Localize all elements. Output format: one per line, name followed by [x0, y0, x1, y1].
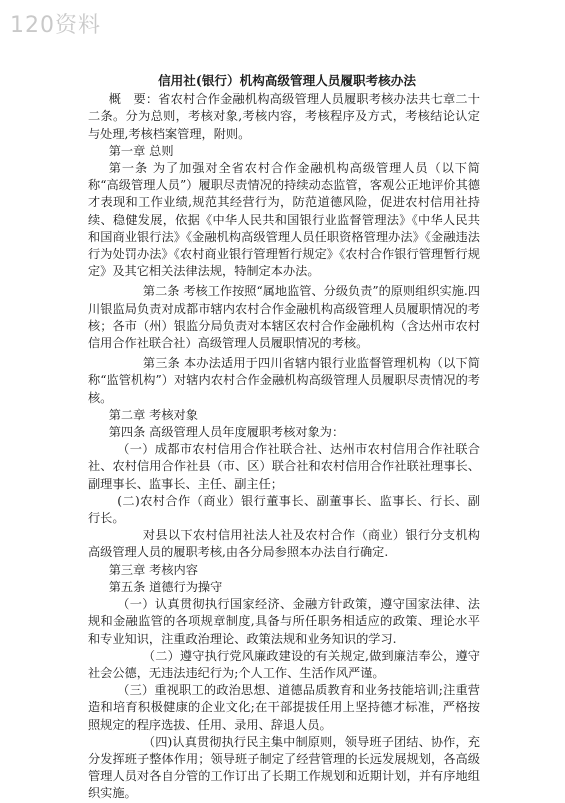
clause-paragraph: (二)农村合作（商业）银行董事长、副董事长、监事长、行长、副行长。 [88, 493, 480, 526]
clause-paragraph: （四)认真贯彻执行民主集中制原则，领导班子团结、协作，充分发挥班子整体作用；领导班子制定了经营管理的长远发展规划，各高级管理人员对各自分管的工作订出了长期工作规划和近期计划，并有序地组织实施。 [88, 734, 480, 801]
clause-paragraph: （一）成都市农村信用合作社联合社、达州市农村信用合作社联合社、农村信用合作社县（市、区）联合社和农村信用合作社联社理事长、副理事长、监事长、主任、副主任； [88, 442, 480, 491]
article-paragraph: 第四条 高级管理人员年度履职考核对象为： [108, 425, 345, 440]
clause-paragraph: （一）认真贯彻执行国家经济、金融方针政策，遵守国家法律、法规和金融监管的各项规章制度,具备与所任职务相适应的政策、理论水平和专业知识，注重政治理论、政策法规和业务知识的学习. [88, 597, 480, 646]
summary-paragraph: 概 要：省农村合作金融机构高级管理人员履职考核办法共七章二十二条。分为总则，考核对象,考核内容，考核程序及方式，考核结论认定与处理,考核档案管理，附则。 [88, 92, 480, 141]
document-title: 信用社(银行）机构高级管理人员履职考核办法 [158, 73, 416, 88]
chapter-heading: 第二章 考核对象 [108, 407, 198, 422]
article-paragraph: 第一条 为了加强对全省农村合作金融机构高级管理人员（以下简称“高级管理人员”）履职尽责情况的持续动态监管，客观公正地评价其德才表现和工作业绩,规范其经营行为，防范道德风险，促进农村信用社持续、稳健发展，依据《中华人民共和国银行业监督管理法》《中华人民共和国商业银行法》《金融机构高级管理人员任职资格管理办法》《金融违法行为处罚办法》《农村商业银行管理暂行规定》《农村合作银行管理暂行规定》及其它相关法律法规，特制定本办法。 [88, 161, 480, 279]
chapter-heading: 第一章 总则 [108, 143, 174, 158]
article-paragraph: 第五条 道德行为操守 [108, 579, 223, 594]
article-paragraph: 第三条 本办法适用于四川省辖内银行业监督管理机构（以下简称“监管机构”）对辖内农村合作金融机构高级管理人员履职尽责情况的考核。 [88, 356, 480, 405]
chapter-heading: 第三章 考核内容 [108, 562, 198, 577]
clause-paragraph: （三）重视职工的政治思想、道德品质教育和业务技能培训;注重营造和培育积极健康的企业文化;在干部提拔任用上坚持德才标准，严格按照规定的程序选拔、任用、录用、辞退人员。 [88, 683, 480, 732]
article-paragraph: 第二条 考核工作按照“属地监管、分级负责”的原则组织实施.四川银监局负责对成都市辖内农村合作金融机构高级管理人员履职情况的考核；各市（州）银监分局负责对本辖区农村合作金融机构（含达州市农村信用合作社联合社）高级管理人员履职情况的考核。 [88, 284, 480, 351]
clause-paragraph: （二）遵守执行党风廉政建设的有关规定,做到廉洁奉公，遵守社会公德，无违法违纪行为;个人工作、生活作风严谨。 [88, 648, 480, 680]
document-body [88, 72, 480, 803]
watermark-logo: 120资料 [10, 13, 101, 38]
clause-paragraph: 对县以下农村信用社法人社及农村合作（商业）银行分支机构高级管理人员的履职考核,由各分局参照本办法自行确定. [88, 528, 480, 560]
